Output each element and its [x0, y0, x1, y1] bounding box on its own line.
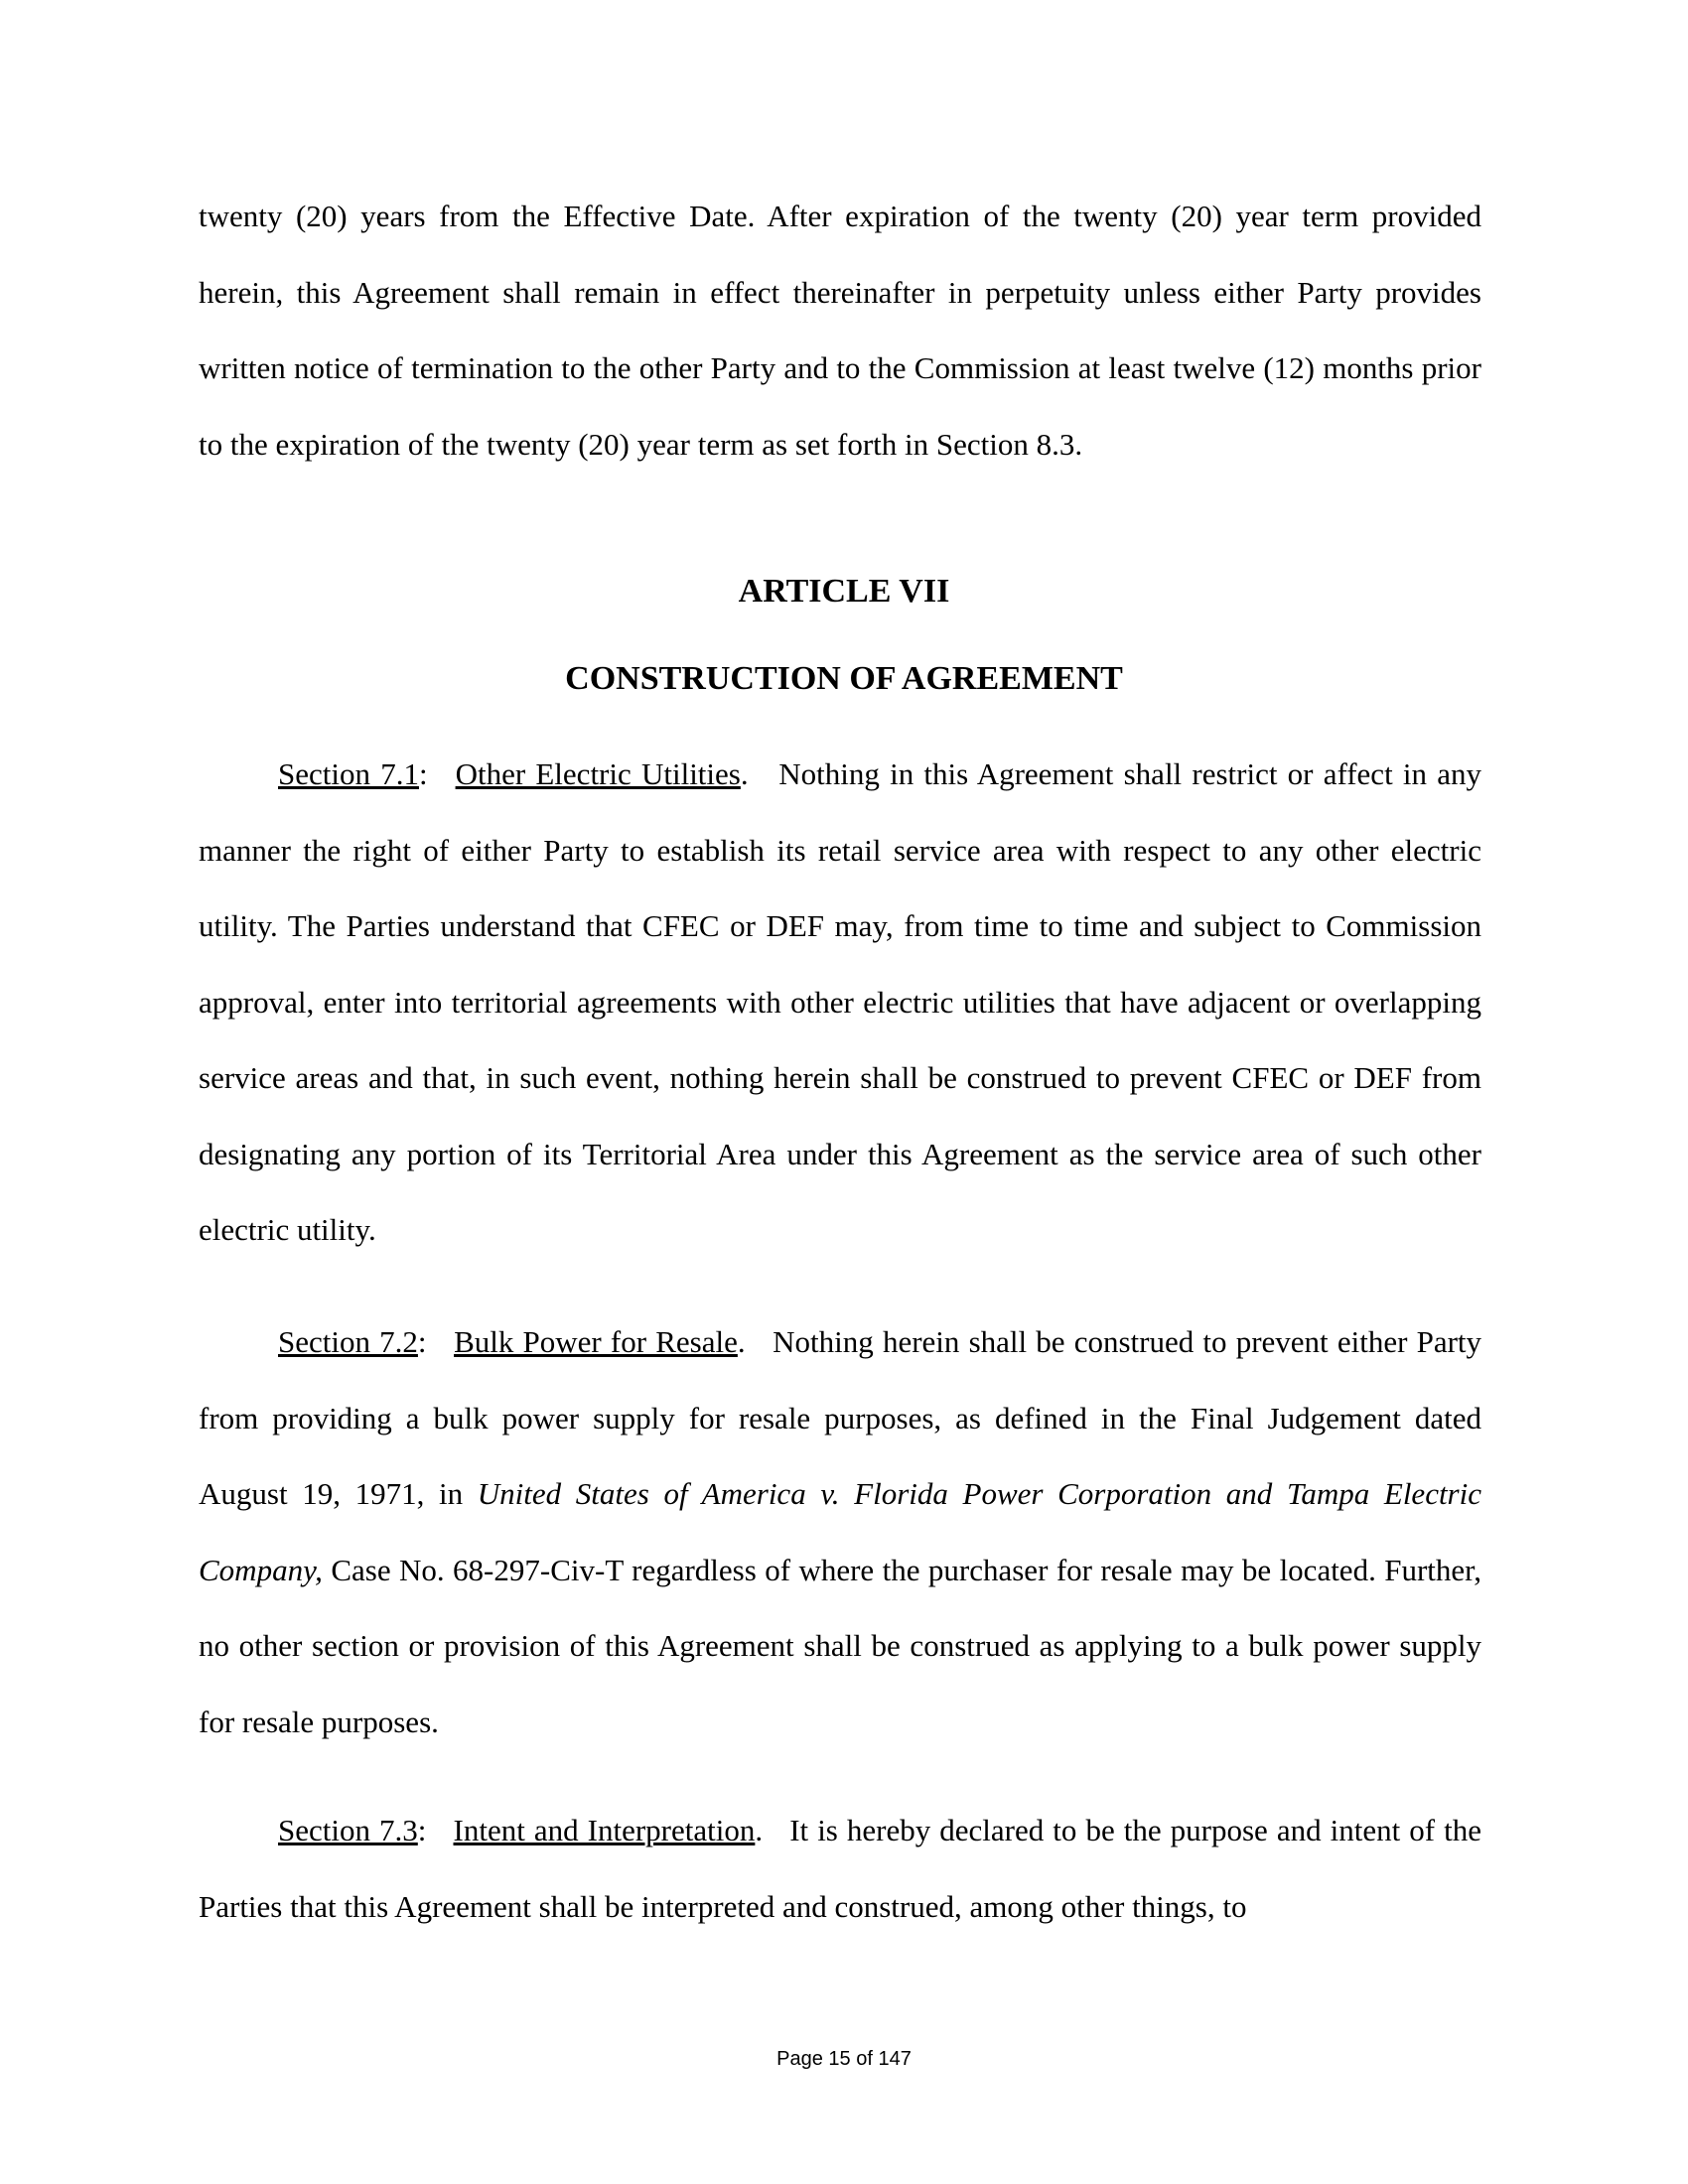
- section-7-2-text-after: Case No. 68-297-Civ-T regardless of where the purchaser for resale may be located. Further, no other section or provision of this Agreement shall be construed as applying to a bulk power supply for resale purposes.: [199, 1552, 1482, 1739]
- section-7-2-paragraph: Section 7.2: Bulk Power for Resale. Nothing herein shall be construed to prevent either Party from providing a bulk power supply for resale purposes, as defined in the Final Judgement dated August 19, 1971, in United States of America v. Florida Power Corporation and Tampa Electric Company, Case No. 68-297-Civ-T regardless of where the purchaser for resale may be located. Further, no other section or provision of this Agreement shall be construed as applying to a bulk power supply for resale purposes.: [199, 1324, 1482, 1739]
- article-title: CONSTRUCTION OF AGREEMENT: [565, 660, 1123, 697]
- section-7-3-text: It is hereby declared to be the purpose and intent of the Parties that this Agreement shall be interpreted and construed, among other things, to: [199, 1813, 1481, 1924]
- page-separator: of: [856, 2048, 873, 2070]
- page-current: 15: [828, 2048, 851, 2070]
- section-7-3-title: Intent and Interpretation: [453, 1813, 756, 1847]
- section-7-1-paragraph: Section 7.1: Other Electric Utilities. Nothing in this Agreement shall restrict or affect in any manner the right of either Party to establish its retail service area with respect to any other electric utility. The Parties understand that CFEC or DEF may, from time to time and subject to Commission approval, enter into territorial agreements with other electric utilities that have adjacent or overlapping service areas and that, in such event, nothing herein shall be construed to prevent CFEC or DEF from designating any portion of its Territorial Area under this Agreement as the service area of such other electric utility.: [199, 756, 1481, 1247]
- section-7-1-label: Section 7.1: [278, 756, 419, 791]
- page-total: 147: [878, 2048, 912, 2070]
- page-prefix: Page: [776, 2048, 823, 2070]
- intro-text: twenty (20) years from the Effective Date. After expiration of the twenty (20) year term provided herein, this Agreement shall remain in effect thereinafter in perpetuity unless either Party provides written notice of termination to the other Party and to the Commission at least twelve (12) months prior to the expiration of the twenty (20) year term as set forth in Section 8.3.: [199, 199, 1481, 462]
- section-7-1-title: Other Electric Utilities: [455, 756, 741, 791]
- intro-paragraph: [199, 179, 1481, 482]
- section-7-2-text-before: Nothing herein shall be construed to prevent either Party from providing a bulk power supply for resale purposes, as defined in the Final Judgement dated August 19, 1971, in: [199, 1324, 1482, 1511]
- section-7-2-label: Section 7.2: [278, 1324, 418, 1359]
- section-7-1-text: Nothing in this Agreement shall restrict or affect in any manner the right of either Party to establish its retail service area with respect to any other electric utility. The Parties understand that CFEC or DEF may, from time to time and subject to Commission approval, enter into territorial agreements with other electric utilities that have adjacent or overlapping service areas and that, in such event, nothing herein shall be construed to prevent CFEC or DEF from designating any portion of its Territorial Area under this Agreement as the service area of such other electric utility.: [199, 756, 1481, 1247]
- section-7-2-title: Bulk Power for Resale: [454, 1324, 738, 1359]
- page-footer: [0, 2048, 1688, 2071]
- section-7-2-case-name: United States of America v. Florida Power Corporation and Tampa Electric Company,: [199, 1476, 1481, 1587]
- section-7-3-label: Section 7.3: [278, 1813, 418, 1847]
- article-number: ARTICLE VII: [738, 573, 950, 610]
- section-7-3-paragraph: Section 7.3: Intent and Interpretation. It is hereby declared to be the purpose and intent of the Parties that this Agreement shall be interpreted and construed, among other things, to: [199, 1813, 1481, 1924]
